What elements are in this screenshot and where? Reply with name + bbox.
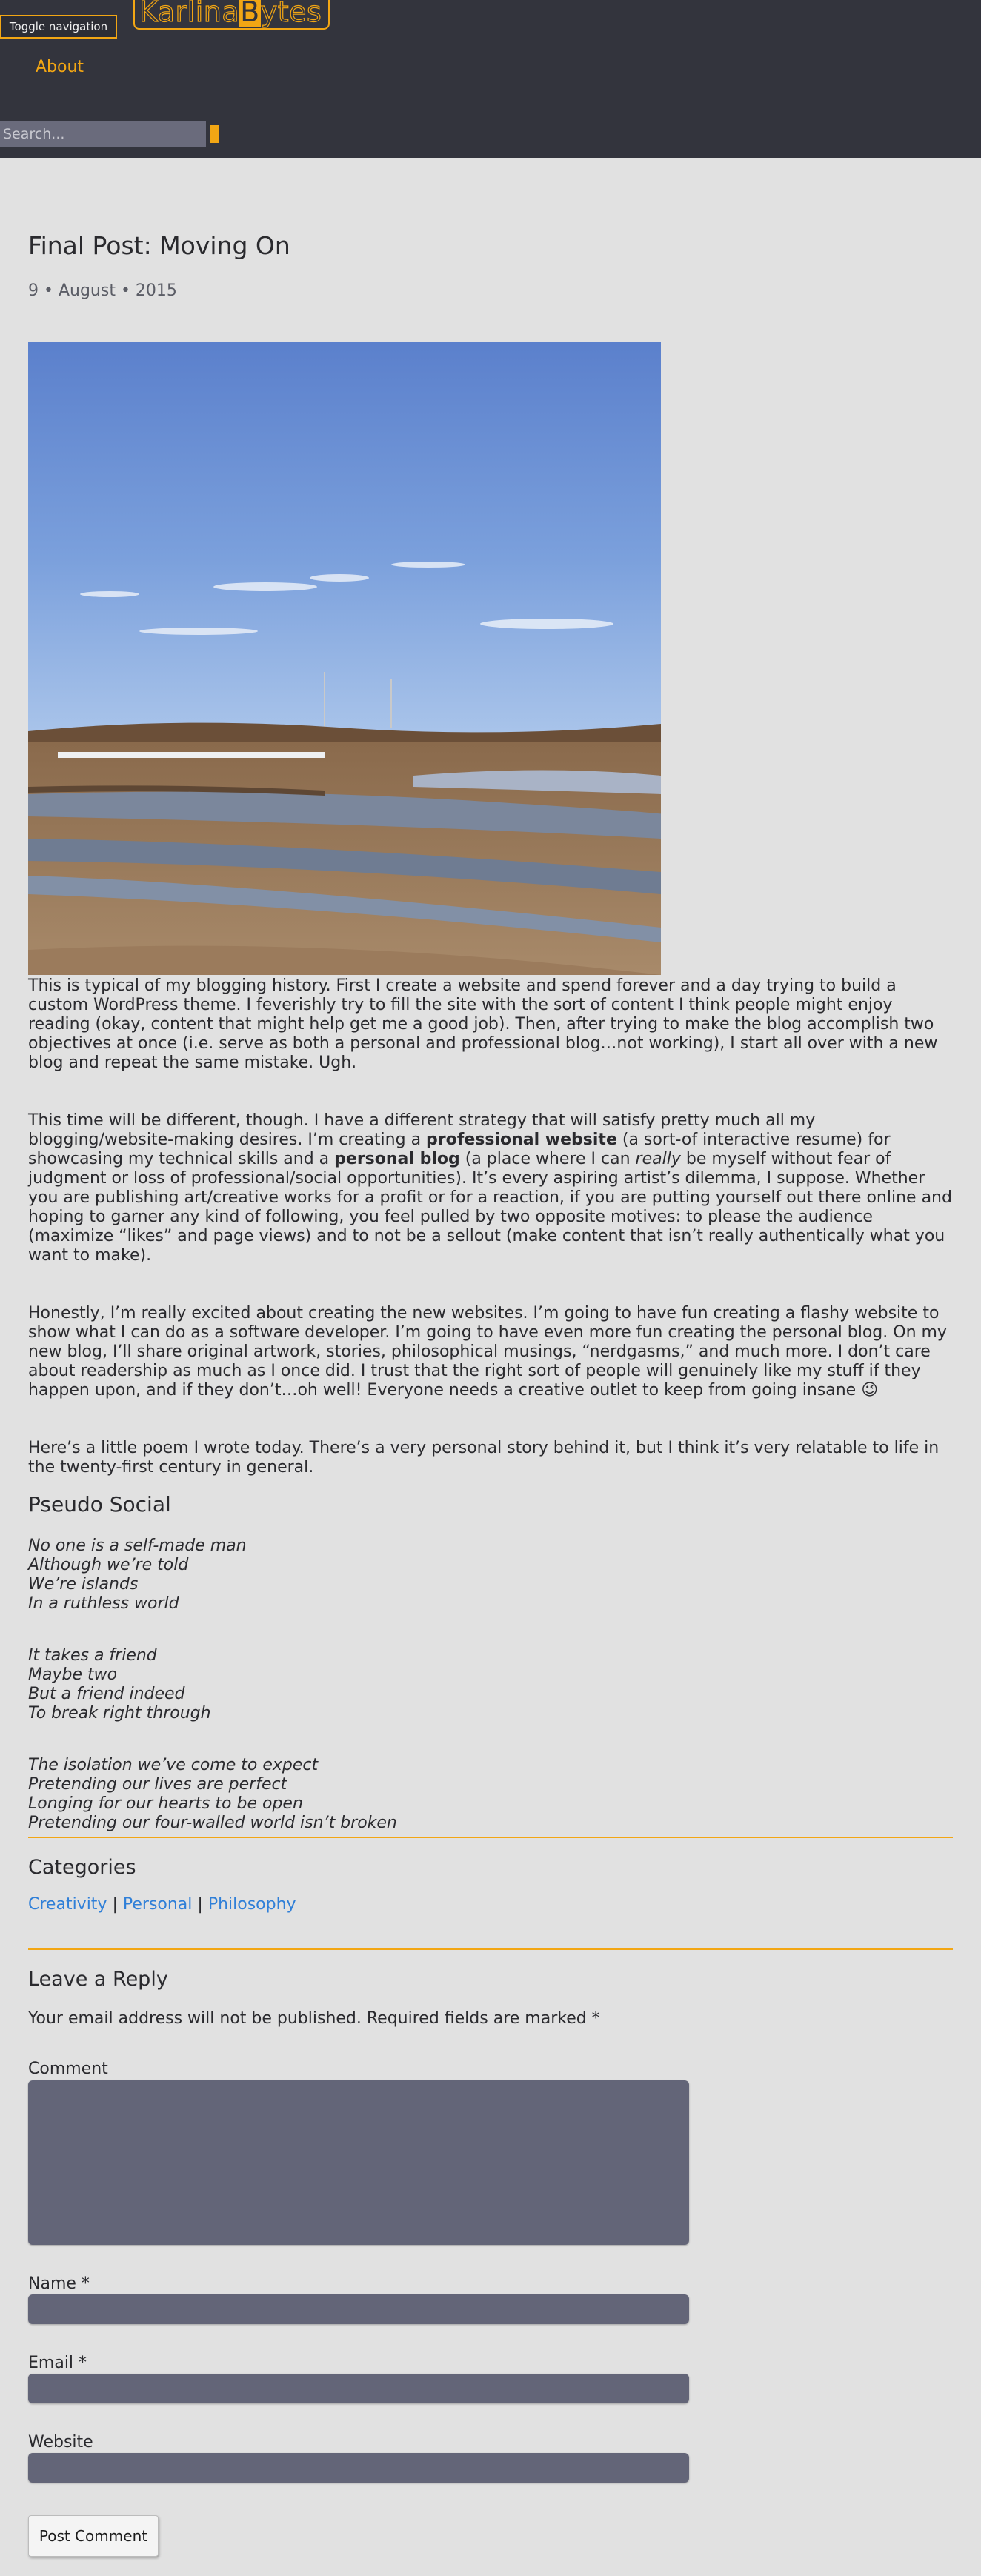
logo-text-part1: Karlina <box>139 0 240 28</box>
site-header <box>0 0 981 158</box>
poem-stanza: No one is a self-made man Although we’re told We’re islands In a ruthless world <box>28 1537 247 1613</box>
category-link-personal[interactable]: Personal <box>122 1895 193 1914</box>
post-title: Final Post: Moving On <box>28 231 290 260</box>
post-paragraph: Here’s a little poem I wrote today. There’s a very personal story behind it, but I think it’s very relatable to life in the twenty-first century in general. <box>28 1439 940 1477</box>
poem-title: Pseudo Social <box>28 1492 171 1517</box>
toggle-navigation-button[interactable]: Toggle navigation <box>0 15 117 39</box>
nav-link-about[interactable]: About <box>36 58 84 76</box>
website-label: Website <box>28 2433 93 2452</box>
post-body <box>28 976 953 1866</box>
divider <box>28 1837 953 1838</box>
post-date: 9 • August • 2015 <box>28 282 177 300</box>
search-submit-button[interactable] <box>210 125 219 143</box>
post-featured-image <box>28 342 661 975</box>
comment-label: Comment <box>28 2060 108 2078</box>
required-fields-notice: Your email address will not be published. Required fields are marked * <box>28 2009 600 2028</box>
logo-text-part2: B <box>239 0 261 27</box>
post-paragraph: This is typical of my blogging history. First I create a website and spend forever and a day trying to build a custom WordPress theme. I feverishly try to fill the site with the sort of content I think people might enjoy reading (okay, content that might help get me a good job). Then, after trying to make the blog accomplish two objectives at once (i.e. serve as both a personal and professional blog…not working), I start all over with a new blog and repeat the same mistake. Ugh. <box>28 976 938 1072</box>
website-input[interactable] <box>28 2453 689 2483</box>
email-input[interactable] <box>28 2374 689 2403</box>
site-logo[interactable] <box>133 0 330 30</box>
divider <box>28 1948 953 1950</box>
logo-text-part3: ytes <box>260 0 322 28</box>
reply-title: Leave a Reply <box>28 1968 168 1991</box>
post-paragraph: This time will be different, though. I have a different strategy that will satisfy pretty much all my blogging/website-making desires. I’m creating a professional website (a sort-of interactive resume) for showcasing my technical skills and a personal blog (a place where I can really be myself without fear of judgment or loss of professional/social opportunities). It’s every aspiring artist’s dilemma, I suppose. Whether you are publishing art/creative works for a profit or for a reaction, if you are putting yourself out there online and hoping to garner any kind of following, you feel pulled by two opposite motives: to please the audience (maximize “likes” and page views) and to not be a sellout (make content that isn’t really authentically what you want to make). <box>28 1111 952 1265</box>
name-label: Name * <box>28 2274 90 2293</box>
post-comment-button[interactable]: Post Comment <box>28 2515 159 2557</box>
search-input[interactable] <box>0 121 206 147</box>
email-label: Email * <box>28 2354 87 2372</box>
categories-title: Categories <box>28 1856 136 1879</box>
poem-stanza: The isolation we’ve come to expect Pretending our lives are perfect Longing for our hearts to be open Pretending our four-walled world isn’t broken <box>28 1756 397 1832</box>
poem-stanza: It takes a friend Maybe two But a friend indeed To break right through <box>28 1646 211 1723</box>
name-input[interactable] <box>28 2294 689 2324</box>
category-link-creativity[interactable]: Creativity <box>28 1895 107 1914</box>
categories-list: Creativity | Personal | Philosophy <box>28 1895 296 1914</box>
comment-textarea[interactable] <box>28 2080 689 2245</box>
post-paragraph: Honestly, I’m really excited about creating the new websites. I’m going to have fun creating a flashy website to show what I can do as a software developer. I’m going to have even more fun creating the personal blog. On my new blog, I’ll share original artwork, stories, philosophical musings, “nerdgasms,” and much more. I don’t care about readership as much as I once did. I trust that the right sort of people will genuinely like my stuff if they happen upon, and if they don’t…oh well! Everyone needs a creative outlet to keep from going insane 😉 <box>28 1304 947 1400</box>
category-link-philosophy[interactable]: Philosophy <box>207 1895 296 1914</box>
